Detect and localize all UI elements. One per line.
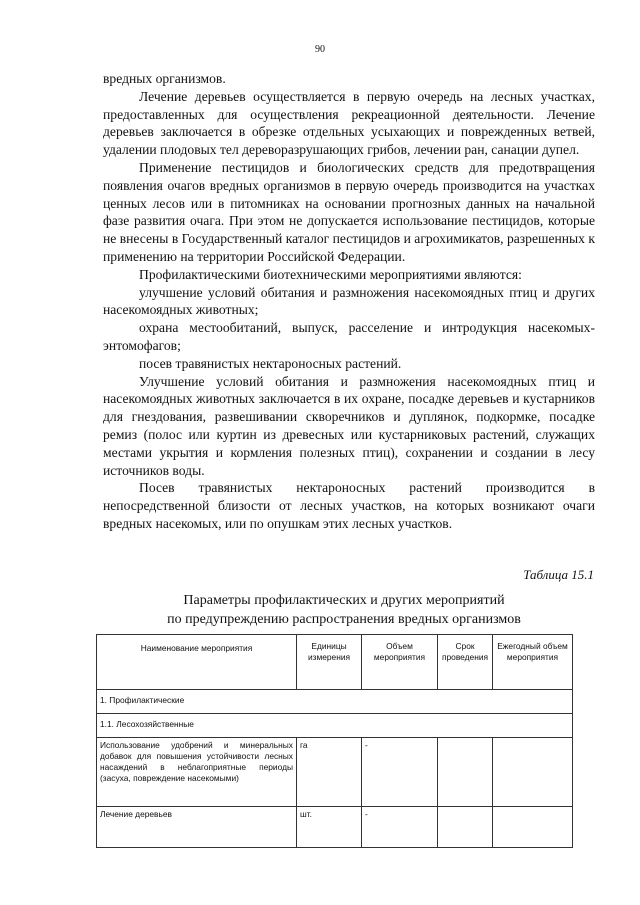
column-header-unit: Единицы измерения xyxy=(297,635,362,690)
page-number: 90 xyxy=(315,44,325,55)
paragraph: Профилактическими биотехническими мероприятиями являются: xyxy=(139,266,522,282)
paragraph: Улучшение условий обитания и размножения насекомоядных птиц и насекомоядных животных заключается в их охране, посадке деревьев и кустарников для гнездования, развешивании скворечников и дуплянок, подкормке, посадке ремиз (полос или куртин из древесных или кустарниковых растений, служащих местами укрытия и кормления полезных птиц), сохранении и создании в лесу источников воды. xyxy=(103,373,595,478)
list-item: охрана местообитаний, выпуск, расселение и интродукция насекомых-энтомофагов; xyxy=(103,320,595,353)
period-cell xyxy=(438,807,493,848)
column-header-name: Наименование мероприятия xyxy=(97,635,297,690)
paragraph: Лечение деревьев осуществляется в первую очередь на лесных участках, предоставленных для осуществления рекреационной деятельности. Лечение деревьев заключается в обрезке отдельных усыхающих и поврежденных ветвей, удалении плодовых тел дереворазрушающих грибов, лечении ран, санации дупел. xyxy=(103,88,595,158)
column-header-annual: Ежегодный объем мероприятия xyxy=(493,635,573,690)
paragraph: Посев травянистых нектароносных растений производится в непосредственной близости от лесных участков, на которых возникают очаги вредных насекомых, или по опушкам этих лесных участков. xyxy=(103,480,595,531)
table-section-row xyxy=(97,714,573,738)
unit-cell: га xyxy=(297,738,362,807)
column-header-volume: Объем мероприятия xyxy=(362,635,438,690)
table-caption: Таблица 15.1 xyxy=(523,567,594,582)
measures-table xyxy=(96,634,573,848)
list-item: посев травянистых нектароносных растений. xyxy=(139,355,402,371)
table-section-row xyxy=(97,690,573,714)
unit-cell: шт. xyxy=(297,807,362,848)
table-title-line: по предупреждению распространения вредных организмов xyxy=(167,612,521,627)
column-header-period: Срок проведения xyxy=(438,635,493,690)
paragraph: вредных организмов. xyxy=(103,71,226,86)
paragraph: Применение пестицидов и биологических средств для предотвращения появления очагов вредных организмов в первую очередь производится на участках ценных лесов или в питомниках на основании прогнозных данных на начальной фазе развития очага. При этом не допускается использование пестицидов, которые не внесены в Государственный каталог пестицидов и агрохимикатов, разрешенных к применению на территории Российской Федерации. xyxy=(103,159,595,264)
volume-cell: - xyxy=(362,807,438,848)
table-row xyxy=(97,807,573,848)
section-label: 1. Профилактические xyxy=(97,690,573,714)
volume-cell: - xyxy=(362,738,438,807)
subsection-label: 1.1. Лесохозяйственные xyxy=(97,714,573,738)
table-title xyxy=(96,591,592,629)
list-item: улучшение условий обитания и размножения насекомоядных птиц и других насекомоядных животных; xyxy=(103,284,595,318)
period-cell xyxy=(438,738,493,807)
measure-name-cell: Лечение деревьев xyxy=(97,807,297,848)
table-row xyxy=(97,738,573,807)
annual-cell xyxy=(493,738,573,807)
measure-name-cell: Использование удобрений и минеральных добавок для повышения устойчивости лесных насаждений в неблагоприятные периоды (засуха, повреждение насекомыми) xyxy=(97,738,297,807)
table-header-row xyxy=(97,635,573,690)
annual-cell xyxy=(493,807,573,848)
body-text xyxy=(103,70,595,533)
table-title-line: Параметры профилактических и других мероприятий xyxy=(183,593,505,608)
